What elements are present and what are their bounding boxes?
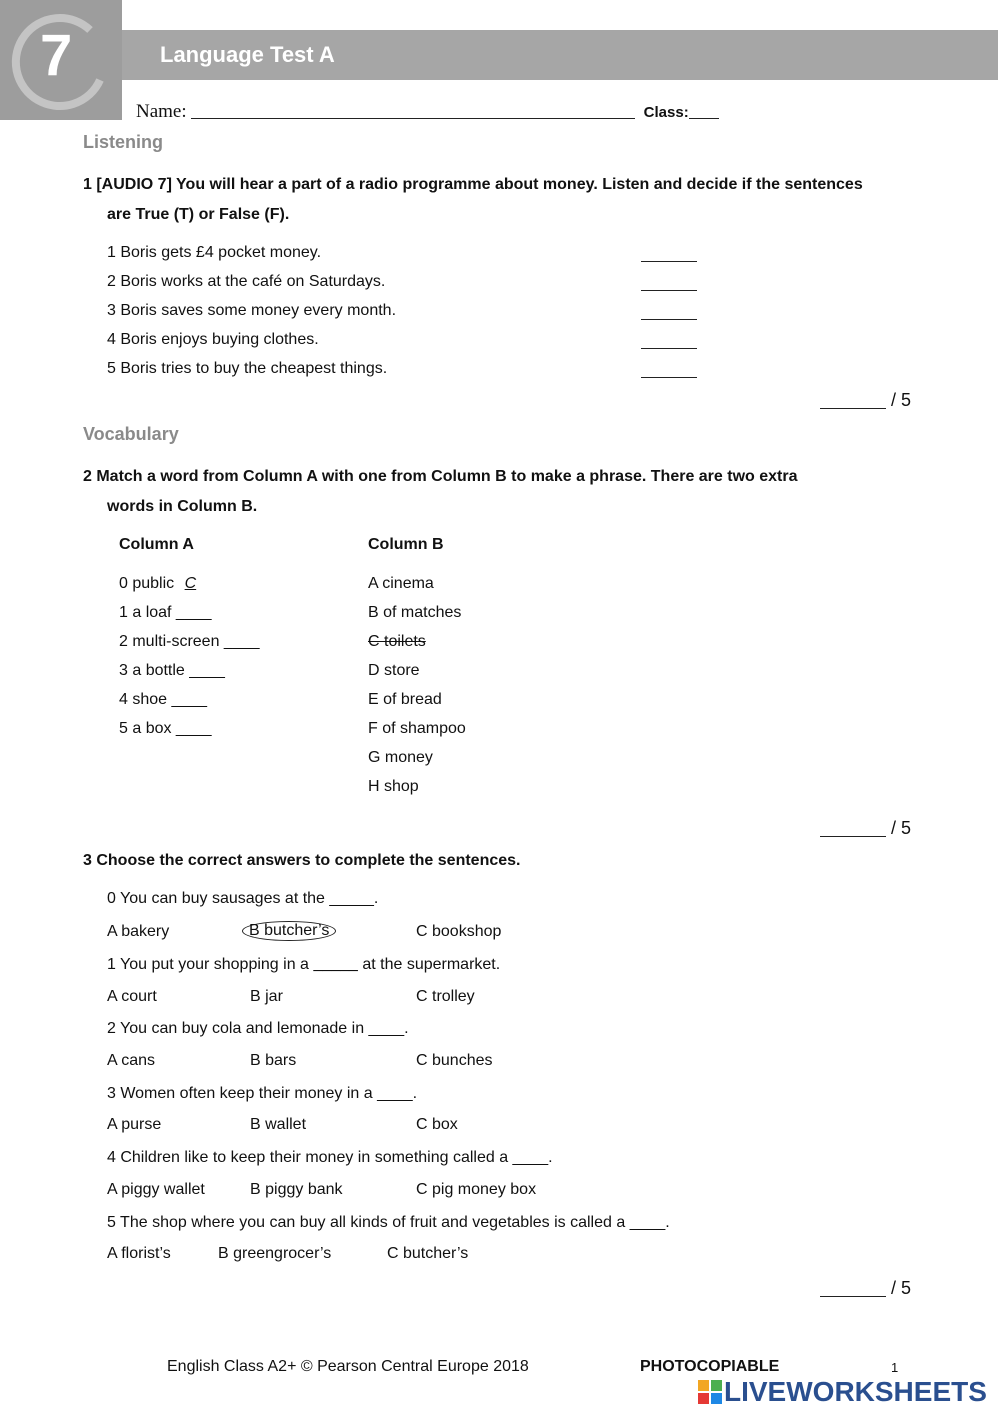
col-a-item-1[interactable]: 1 a loaf ____ [119, 604, 212, 621]
q2-option-b[interactable]: B bars [250, 1052, 297, 1069]
q1-option-a[interactable]: A court [107, 988, 157, 1005]
q1-option-b[interactable]: B jar [250, 988, 283, 1005]
unit-number: 7 [40, 23, 73, 88]
column-a-heading: Column A [119, 536, 194, 553]
col-b-item-f: F of shampoo [368, 720, 466, 737]
tf-answer-4[interactable] [641, 335, 697, 354]
col-a-item-2[interactable]: 2 multi-screen ____ [119, 633, 260, 650]
task-2-line1: 2 Match a word from Column A with one from Column B to make a phrase. There are two extra [83, 468, 798, 485]
q4-option-c[interactable]: C pig money box [416, 1181, 537, 1198]
name-field[interactable] [191, 101, 635, 119]
task-1-instruction [83, 170, 923, 230]
score-2 [820, 818, 911, 839]
col-b-item-h: H shop [368, 778, 419, 795]
q2-option-a[interactable]: A cans [107, 1052, 156, 1069]
page-title: Language Test A [160, 42, 335, 67]
score-2-total: / 5 [891, 818, 912, 838]
liveworksheets-wordmark: LIVEWORKSHEETS [724, 1376, 987, 1407]
q0-option-b[interactable] [250, 921, 336, 941]
q0-option-c[interactable]: C bookshop [416, 923, 502, 940]
q3-option-c[interactable]: C box [416, 1116, 458, 1133]
tf-answer-2[interactable] [641, 277, 697, 296]
question-5: 5 The shop where you can buy all kinds of fruit and vegetables is called a ____. [107, 1214, 670, 1231]
tf-answer-1[interactable] [641, 248, 697, 267]
name-label: Name: [136, 101, 187, 122]
column-b-heading: Column B [368, 536, 444, 553]
unit-badge [0, 0, 122, 120]
col-b-item-a: A cinema [368, 575, 434, 592]
example-answer: C [184, 575, 197, 592]
q0-option-a[interactable]: A bakery [107, 923, 170, 940]
tf-item-2: 2 Boris works at the café on Saturdays. [107, 273, 386, 290]
q3-option-a[interactable]: A purse [107, 1116, 162, 1133]
q4-option-a[interactable]: A piggy wallet [107, 1181, 205, 1198]
liveworksheets-icon [698, 1378, 724, 1406]
tf-item-1: 1 Boris gets £4 pocket money. [107, 244, 322, 261]
question-0: 0 You can buy sausages at the _____. [107, 890, 379, 907]
score-3-total: / 5 [891, 1278, 912, 1298]
q4-option-b[interactable]: B piggy bank [250, 1181, 343, 1198]
col-b-item-b: B of matches [368, 604, 462, 621]
col-b-item-d: D store [368, 662, 420, 679]
q5-option-a[interactable]: A florist’s [107, 1245, 171, 1262]
class-label: Class: [643, 104, 689, 121]
question-4: 4 Children like to keep their money in something called a ____. [107, 1149, 553, 1166]
tf-item-4: 4 Boris enjoys buying clothes. [107, 331, 319, 348]
section-heading-listening: Listening [83, 132, 163, 152]
task-2-instruction [83, 462, 923, 522]
tf-answer-3[interactable] [641, 306, 697, 325]
class-field[interactable] [689, 103, 719, 119]
q2-option-c[interactable]: C bunches [416, 1052, 493, 1069]
tf-answer-5[interactable] [641, 364, 697, 383]
task-3-instruction: 3 Choose the correct answers to complete the sentences. [83, 852, 521, 869]
col-a-item-0: 0 public C [119, 575, 197, 592]
name-class-row [136, 101, 719, 123]
q3-option-b[interactable]: B wallet [250, 1116, 307, 1133]
score-1 [820, 390, 911, 411]
col-b-item-e: E of bread [368, 691, 442, 708]
footer-photocopiable: PHOTOCOPIABLE [640, 1358, 780, 1375]
col-a-item-5[interactable]: 5 a box ____ [119, 720, 212, 737]
col-a-item-3[interactable]: 3 a bottle ____ [119, 662, 225, 679]
tf-item-5: 5 Boris tries to buy the cheapest things. [107, 360, 388, 377]
footer-page-number: 1 [891, 1360, 899, 1375]
task-2-line2: words in Column B. [107, 498, 258, 515]
footer-copyright: English Class A2+ © Pearson Central Europe 2018 [167, 1358, 529, 1375]
q1-option-c[interactable]: C trolley [416, 988, 475, 1005]
task-1-line1: 1 [AUDIO 7] You will hear a part of a radio programme about money. Listen and decide if the sentences [83, 176, 863, 193]
score-3-field[interactable] [820, 1279, 886, 1297]
task-1-line2: are True (T) or False (F). [107, 206, 290, 223]
q5-option-c[interactable]: C butcher’s [387, 1245, 469, 1262]
liveworksheets-logo [698, 1376, 987, 1408]
q5-option-b[interactable]: B greengrocer’s [218, 1245, 332, 1262]
tf-item-3: 3 Boris saves some money every month. [107, 302, 397, 319]
col-a-item-4[interactable]: 4 shoe ____ [119, 691, 208, 708]
score-1-field[interactable] [820, 391, 886, 409]
question-1: 1 You put your shopping in a _____ at the supermarket. [107, 956, 501, 973]
question-3: 3 Women often keep their money in a ____. [107, 1085, 418, 1102]
col-b-item-g: G money [368, 749, 433, 766]
section-heading-vocabulary: Vocabulary [83, 424, 179, 444]
question-2: 2 You can buy cola and lemonade in ____. [107, 1020, 409, 1037]
score-2-field[interactable] [820, 819, 886, 837]
score-1-total: / 5 [891, 390, 912, 410]
title-bar [122, 30, 998, 80]
col-b-item-c: C toilets [368, 633, 426, 650]
score-3 [820, 1278, 911, 1299]
selected-answer-circle: B butcher’s [242, 921, 336, 941]
